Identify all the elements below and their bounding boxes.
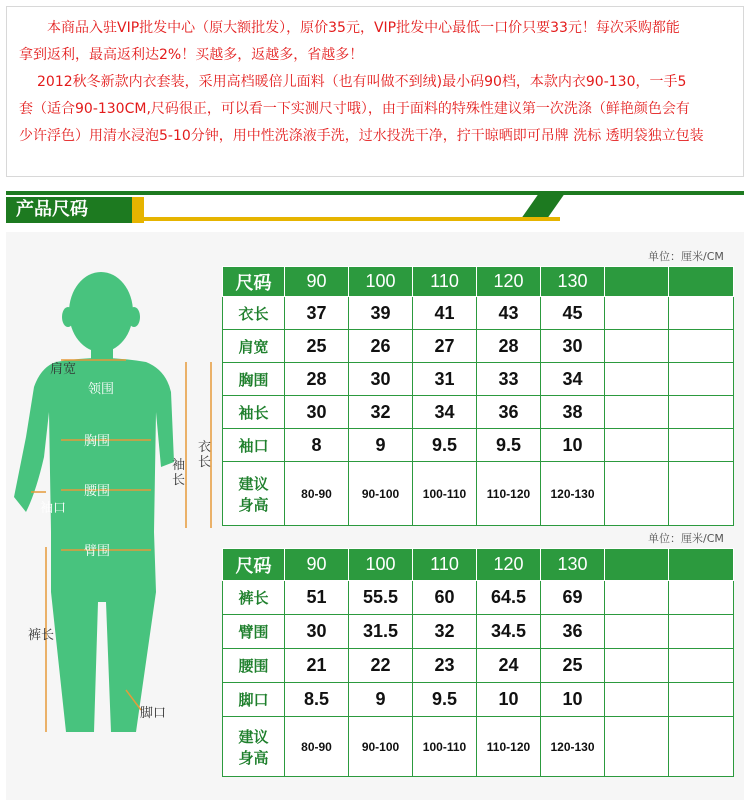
label-arm: 臂围 <box>84 544 111 559</box>
row-label: 肩宽 <box>223 330 285 363</box>
table-cell: 110-120 <box>477 462 541 526</box>
table-cell <box>605 297 669 330</box>
unit-label-bottom: 单位：厘米/CM <box>648 532 724 545</box>
table-cell <box>669 429 734 462</box>
table-row <box>223 649 734 683</box>
table-cell: 10 <box>541 429 605 462</box>
row-label: 臂围 <box>223 615 285 649</box>
row-label: 脚口 <box>223 683 285 717</box>
table-cell: 80-90 <box>285 717 349 777</box>
header-cell: 100 <box>349 549 413 581</box>
table-row <box>223 330 734 363</box>
label-ankle: 脚口 <box>140 706 167 721</box>
table-cell <box>669 396 734 429</box>
table-cell: 9 <box>349 429 413 462</box>
table-cell: 9.5 <box>477 429 541 462</box>
label-pants: 裤长 <box>28 628 55 643</box>
row-label: 裤长 <box>223 581 285 615</box>
table-cell: 33 <box>477 363 541 396</box>
table-cell: 22 <box>349 649 413 683</box>
table-cell: 21 <box>285 649 349 683</box>
table-cell <box>605 330 669 363</box>
row-label: 腰围 <box>223 649 285 683</box>
label-collar: 领围 <box>88 382 115 397</box>
table-cell: 9.5 <box>413 429 477 462</box>
table-cell: 34.5 <box>477 615 541 649</box>
table-cell: 34 <box>541 363 605 396</box>
table-cell <box>669 297 734 330</box>
table-cell: 30 <box>285 396 349 429</box>
row-label: 袖口 <box>223 429 285 462</box>
table-cell <box>669 330 734 363</box>
header-cell: 100 <box>349 267 413 297</box>
header-cell <box>669 549 734 581</box>
header-cell: 尺码 <box>223 549 285 581</box>
top-size-table <box>222 266 734 526</box>
table-cell: 23 <box>413 649 477 683</box>
table-cell: 90-100 <box>349 717 413 777</box>
label-chest: 胸围 <box>84 434 111 449</box>
table-cell: 30 <box>349 363 413 396</box>
table-cell <box>605 683 669 717</box>
label-shoulder: 肩宽 <box>50 362 77 377</box>
table-cell: 34 <box>413 396 477 429</box>
table-cell: 28 <box>477 330 541 363</box>
notice-line-2: 拿到返利，最高返利达2%！买越多，返越多，省越多！ <box>19 47 364 63</box>
table-cell: 43 <box>477 297 541 330</box>
notice-line-1: 本商品入驻VIP批发中心（原大额批发），原价35元，VIP批发中心最低一口价只要33元！每次采购都能 <box>47 20 680 36</box>
table-cell: 30 <box>541 330 605 363</box>
header-cell: 120 <box>477 267 541 297</box>
row-label: 衣长 <box>223 297 285 330</box>
table-cell: 24 <box>477 649 541 683</box>
table-cell: 64.5 <box>477 581 541 615</box>
header-cell <box>605 267 669 297</box>
header-cell: 90 <box>285 267 349 297</box>
header-cell <box>669 267 734 297</box>
table-cell: 60 <box>413 581 477 615</box>
unit-label-top: 单位：厘米/CM <box>648 250 724 263</box>
table-cell: 100-110 <box>413 717 477 777</box>
table-cell: 30 <box>285 615 349 649</box>
header-yellow-tab <box>132 197 144 223</box>
label-cuff: 袖口 <box>40 501 67 516</box>
table-cell <box>669 649 734 683</box>
table-cell: 120-130 <box>541 717 605 777</box>
header-cell: 120 <box>477 549 541 581</box>
table-cell: 32 <box>349 396 413 429</box>
table-cell: 27 <box>413 330 477 363</box>
table-cell: 45 <box>541 297 605 330</box>
table-cell: 69 <box>541 581 605 615</box>
table-cell <box>605 581 669 615</box>
top-table-header <box>223 267 734 297</box>
section-header <box>6 187 744 223</box>
table-cell: 32 <box>413 615 477 649</box>
row-label <box>223 462 285 526</box>
table-row-height <box>223 717 734 777</box>
table-cell: 10 <box>477 683 541 717</box>
label-length: 衣长 <box>198 440 212 470</box>
table-cell: 31.5 <box>349 615 413 649</box>
table-cell <box>669 717 734 777</box>
table-cell <box>669 462 734 526</box>
notice-line-5: 少许浮色）用清水浸泡5-10分钟，用中性洗涤液手洗，过水投洗干净，拧干晾晒即可吊牌 洗标 透明袋独立包装 <box>19 128 704 144</box>
table-cell: 41 <box>413 297 477 330</box>
table-cell: 51 <box>285 581 349 615</box>
table-row <box>223 363 734 396</box>
row-label: 胸围 <box>223 363 285 396</box>
table-cell: 8 <box>285 429 349 462</box>
bottom-table-header <box>223 549 734 581</box>
table-cell <box>605 615 669 649</box>
child-silhouette-figure <box>6 262 226 732</box>
table-cell: 9 <box>349 683 413 717</box>
row-label: 袖长 <box>223 396 285 429</box>
row-label-line: 身高 <box>238 496 269 514</box>
table-row <box>223 581 734 615</box>
row-label-line: 身高 <box>238 749 269 767</box>
table-cell: 38 <box>541 396 605 429</box>
table-cell: 120-130 <box>541 462 605 526</box>
table-cell: 26 <box>349 330 413 363</box>
size-chart-panel <box>6 232 744 800</box>
table-cell <box>605 717 669 777</box>
table-row <box>223 615 734 649</box>
table-row <box>223 683 734 717</box>
label-waist: 腰围 <box>84 484 111 499</box>
child-silhouette <box>14 272 174 732</box>
header-cell <box>605 549 669 581</box>
table-cell: 36 <box>477 396 541 429</box>
table-row-height <box>223 462 734 526</box>
table-cell: 90-100 <box>349 462 413 526</box>
table-cell <box>669 581 734 615</box>
header-cell: 110 <box>413 549 477 581</box>
table-row <box>223 297 734 330</box>
row-label-line: 建议 <box>238 475 269 493</box>
header-cell: 尺码 <box>223 267 285 297</box>
table-row <box>223 396 734 429</box>
notice-line-4: 套（适合90-130CM,尺码很正，可以看一下实测尺寸哦），由于面料的特殊性建议第一次洗涤（鲜艳颜色会有 <box>19 101 690 117</box>
row-label <box>223 717 285 777</box>
table-cell <box>605 363 669 396</box>
notice-line-3: 2012秋冬新款内衣套装，采用高档暖倍儿面料（也有叫做不到绒)最小码90档，本款内衣90-130，一手5 <box>37 74 687 90</box>
table-cell: 25 <box>541 649 605 683</box>
header-green-line <box>6 191 744 195</box>
table-cell <box>605 396 669 429</box>
header-cell: 110 <box>413 267 477 297</box>
table-cell: 55.5 <box>349 581 413 615</box>
header-cell: 130 <box>541 549 605 581</box>
row-label-line: 建议 <box>238 728 269 746</box>
table-cell <box>669 683 734 717</box>
header-yellow-line <box>136 217 560 221</box>
table-row <box>223 429 734 462</box>
table-cell <box>669 363 734 396</box>
label-sleeve: 袖长 <box>172 458 186 488</box>
table-cell: 80-90 <box>285 462 349 526</box>
table-cell <box>605 649 669 683</box>
table-cell: 100-110 <box>413 462 477 526</box>
table-cell: 39 <box>349 297 413 330</box>
table-cell: 110-120 <box>477 717 541 777</box>
table-cell: 28 <box>285 363 349 396</box>
table-cell <box>605 429 669 462</box>
table-cell: 37 <box>285 297 349 330</box>
table-cell: 10 <box>541 683 605 717</box>
table-cell <box>605 462 669 526</box>
table-cell: 36 <box>541 615 605 649</box>
header-cell: 130 <box>541 267 605 297</box>
bottom-size-table <box>222 548 734 777</box>
promo-notice <box>6 6 744 177</box>
section-title: 产品尺码 <box>6 197 132 223</box>
header-cell: 90 <box>285 549 349 581</box>
table-cell <box>669 615 734 649</box>
table-cell: 25 <box>285 330 349 363</box>
table-cell: 8.5 <box>285 683 349 717</box>
table-cell: 9.5 <box>413 683 477 717</box>
table-cell: 31 <box>413 363 477 396</box>
